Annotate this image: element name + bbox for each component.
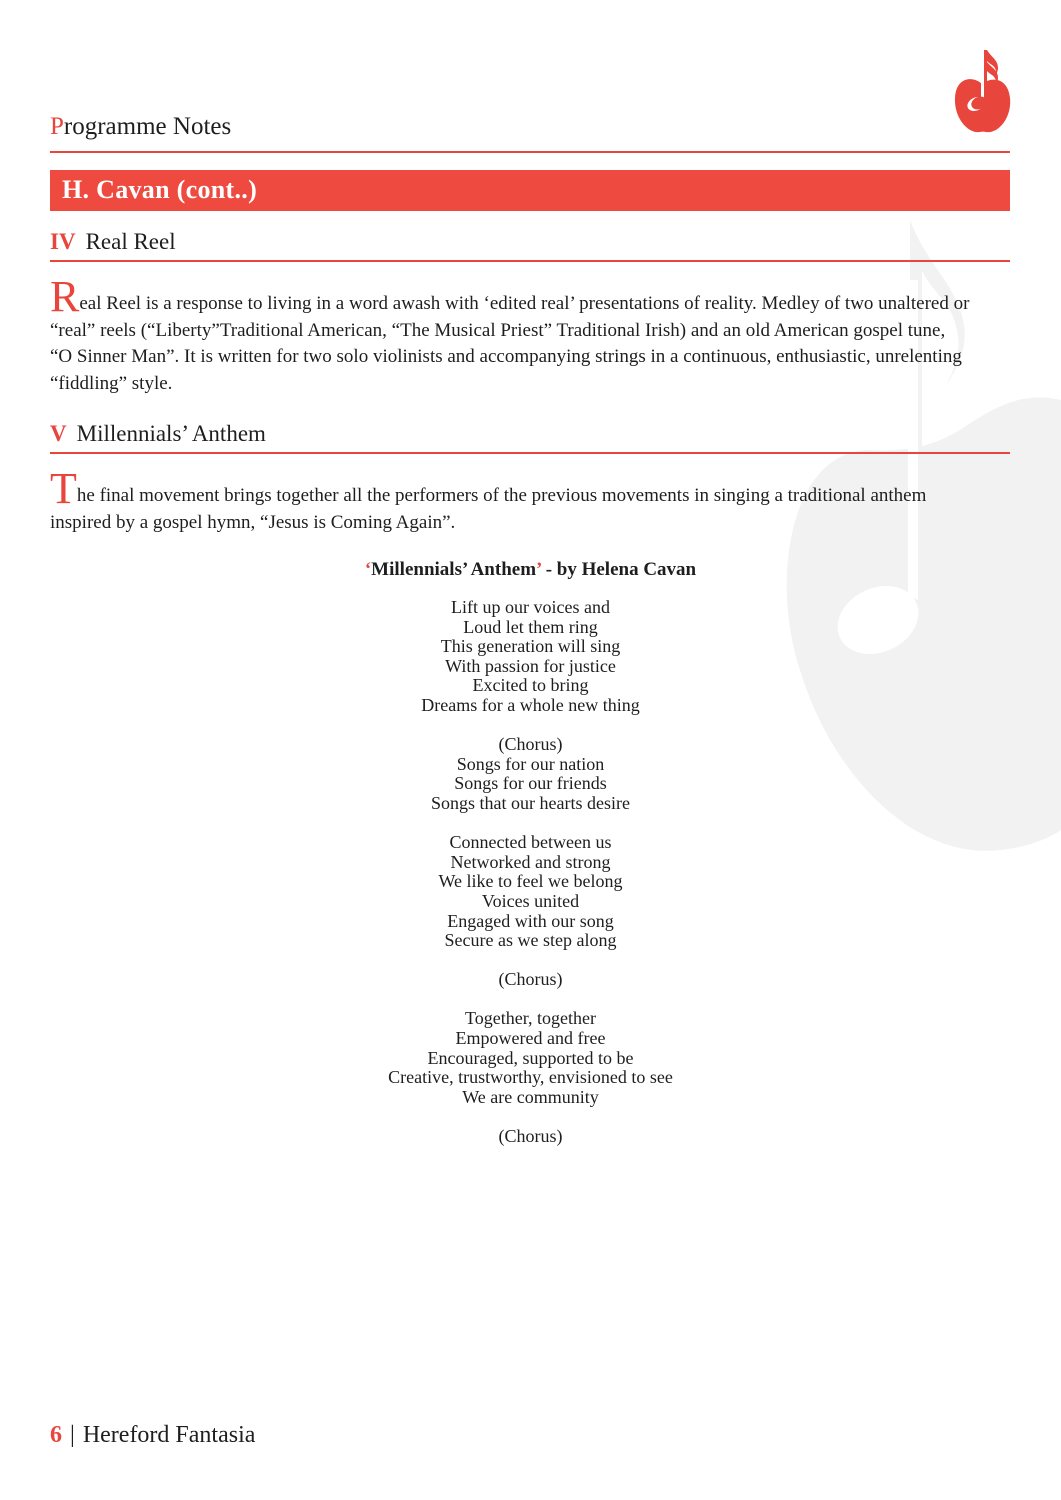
section-iv-dropcap: R — [50, 272, 80, 321]
lyric-line: Excited to bring — [472, 675, 589, 696]
section-iv-title: Real Reel — [85, 229, 176, 254]
footer-title: Hereford Fantasia — [82, 1422, 256, 1448]
section-iv-number: IV — [50, 229, 76, 254]
lyrics-stanza — [0, 1127, 1061, 1147]
header-rule — [50, 151, 1010, 153]
lyric-line: Engaged with our song — [447, 910, 614, 931]
lyric-line: (Chorus) — [498, 1126, 563, 1147]
lyric-line: We like to feel we belong — [438, 871, 623, 892]
page-number: 6 — [50, 1422, 62, 1448]
apple-music-note-logo-icon — [950, 46, 1014, 138]
lyrics-stanza — [0, 833, 1061, 951]
lyric-line: (Chorus) — [498, 969, 563, 990]
lyric-line: Voices united — [481, 890, 580, 911]
lyrics-stanza — [0, 1009, 1061, 1107]
lyric-line: Songs for our friends — [454, 773, 607, 794]
lyric-line: Songs that our hearts desire — [431, 792, 630, 813]
section-iv-text: eal Reel is a response to living in a word awash with ‘edited real’ presentations of reality. Medley of two unaltered or “real” reels (“Liberty”Traditional American, “The Musical Priest” Traditional Irish) and an old American gospel tune, “O Sinner Man”. It is written for two solo violinists and accompanying strings in a continuous, enthusiastic, unrelenting “fiddling” style. — [50, 293, 970, 394]
section-v-text: he final movement brings together all the performers of the previous movements in singing a traditional anthem inspired by a gospel hymn, “Jesus is Coming Again”. — [50, 485, 927, 533]
lyric-line: This generation will sing — [440, 636, 621, 657]
page-footer — [50, 1420, 255, 1450]
composer-band-title: H. Cavan (cont..) — [62, 175, 258, 204]
lyric-line: Secure as we step along — [444, 930, 617, 951]
lyrics-stanza — [0, 598, 1061, 716]
song-quote-open: ‘ — [364, 559, 372, 580]
lyric-line: Together, together — [465, 1008, 596, 1029]
header-title-rest: rogramme Notes — [63, 113, 232, 140]
lyric-line: Dreams for a whole new thing — [421, 694, 640, 715]
lyric-line: (Chorus) — [498, 734, 563, 755]
section-iv-paragraph — [50, 272, 970, 397]
song-title — [0, 558, 1061, 582]
lyric-line: Songs for our nation — [456, 753, 605, 774]
section-v-dropcap: T — [50, 464, 77, 513]
song-quote-close: ’ — [536, 559, 541, 580]
lyric-line: Connected between us — [449, 832, 612, 853]
lyric-line: Encouraged, supported to be — [427, 1047, 634, 1068]
lyric-line: We are community — [462, 1086, 599, 1107]
lyric-line: Creative, trustworthy, envisioned to see — [388, 1067, 673, 1088]
section-iv-heading — [50, 228, 176, 256]
footer-separator: | — [70, 1422, 75, 1448]
section-v-heading — [50, 420, 266, 448]
header-initial: P — [50, 113, 64, 140]
lyric-line: Loud let them ring — [463, 616, 598, 637]
lyric-line: Empowered and free — [455, 1028, 606, 1049]
page-header-title — [50, 112, 231, 142]
lyric-line: Lift up our voices and — [451, 597, 610, 617]
section-v-number: V — [50, 421, 67, 446]
song-byline: - by Helena Cavan — [540, 559, 697, 580]
song-name: Millennials’ Anthem — [371, 559, 537, 580]
composer-band — [50, 170, 1010, 211]
section-iv-rule — [50, 260, 1010, 262]
section-v-paragraph — [50, 464, 970, 536]
section-v-rule — [50, 452, 1010, 454]
lyric-line: With passion for justice — [445, 655, 616, 676]
lyric-line: Networked and strong — [450, 851, 611, 872]
section-v-title: Millennials’ Anthem — [76, 421, 266, 446]
song-lyrics — [0, 598, 1061, 1166]
lyrics-stanza — [0, 970, 1061, 990]
lyrics-stanza — [0, 735, 1061, 813]
